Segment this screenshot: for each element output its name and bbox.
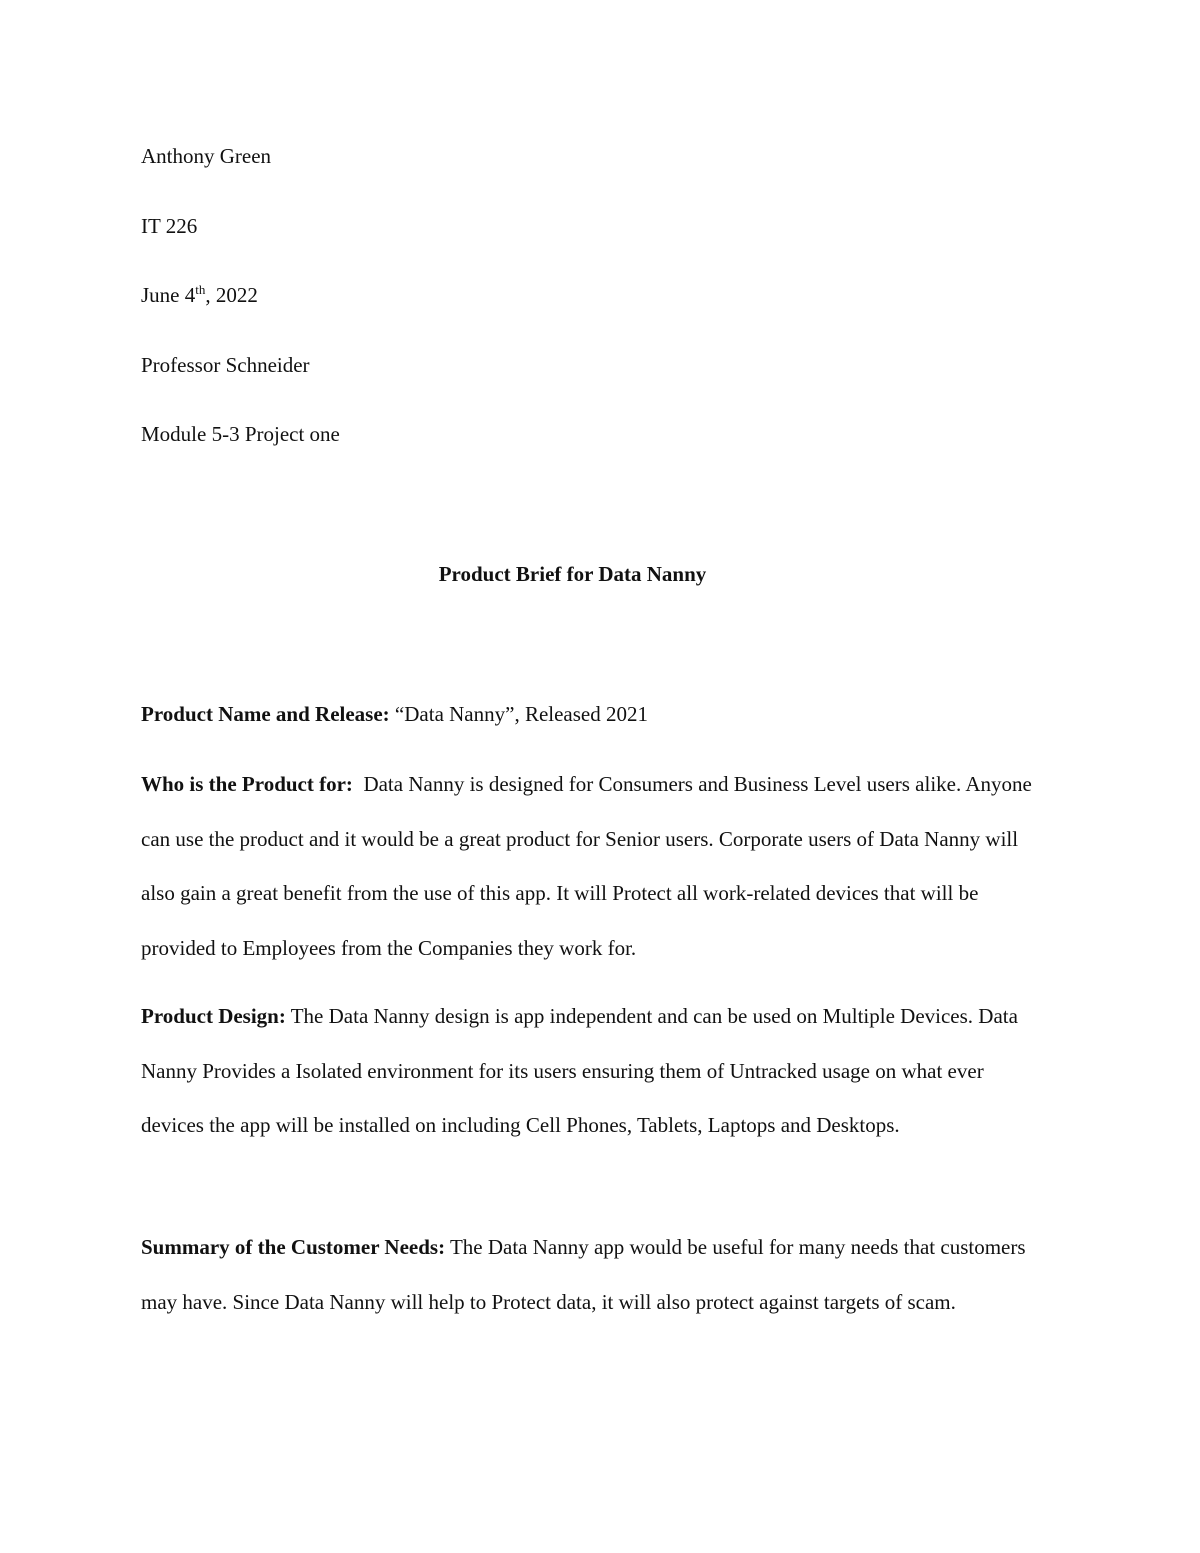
date-prefix: June 4: [141, 283, 196, 307]
section-release-text: “Data Nanny”, Released 2021: [389, 702, 648, 726]
date-ordinal: th: [195, 282, 206, 297]
author-name: Anthony Green: [141, 144, 272, 168]
section-release: [141, 687, 1046, 742]
document-title: Product Brief for Data Nanny: [438, 562, 707, 586]
submission-date: [141, 282, 258, 308]
section-design-text: The Data Nanny design is app independent and can be used on Multiple Devices. Data Nanny Provides a Isolated environment for its users ensuring them of Untracked usage on what ever devices the app will be installed on including Cell Phones, Tablets, Laptops and Desktops.: [141, 1004, 1024, 1137]
section-needs-text: The Data Nanny app would be useful for many needs that customers may have. Since Data Nanny will help to Protect data, it will also protect against targets of scam.: [141, 1235, 1031, 1314]
section-release-label: Product Name and Release:: [141, 702, 390, 726]
section-design-label: Product Design:: [141, 1004, 286, 1028]
section-needs-label: Summary of the Customer Needs:: [141, 1235, 446, 1259]
section-who-label: Who is the Product for:: [141, 772, 353, 796]
section-who: [141, 757, 1046, 975]
section-design: [141, 989, 1046, 1153]
date-suffix: , 2022: [205, 283, 258, 307]
section-who-text: Data Nanny is designed for Consumers and Business Level users alike. Anyone can use the product and it would be a great product for Senior users. Corporate users of Data Nanny will also gain a great benefit from the use of this app. It will Protect all work-related devices that will be provided to Employees from the Companies they work for.: [141, 772, 1038, 960]
assignment-name: Module 5-3 Project one: [141, 422, 340, 446]
section-needs: [141, 1220, 1046, 1329]
course-code: IT 226: [141, 214, 198, 238]
professor-name: Professor Schneider: [141, 353, 310, 377]
